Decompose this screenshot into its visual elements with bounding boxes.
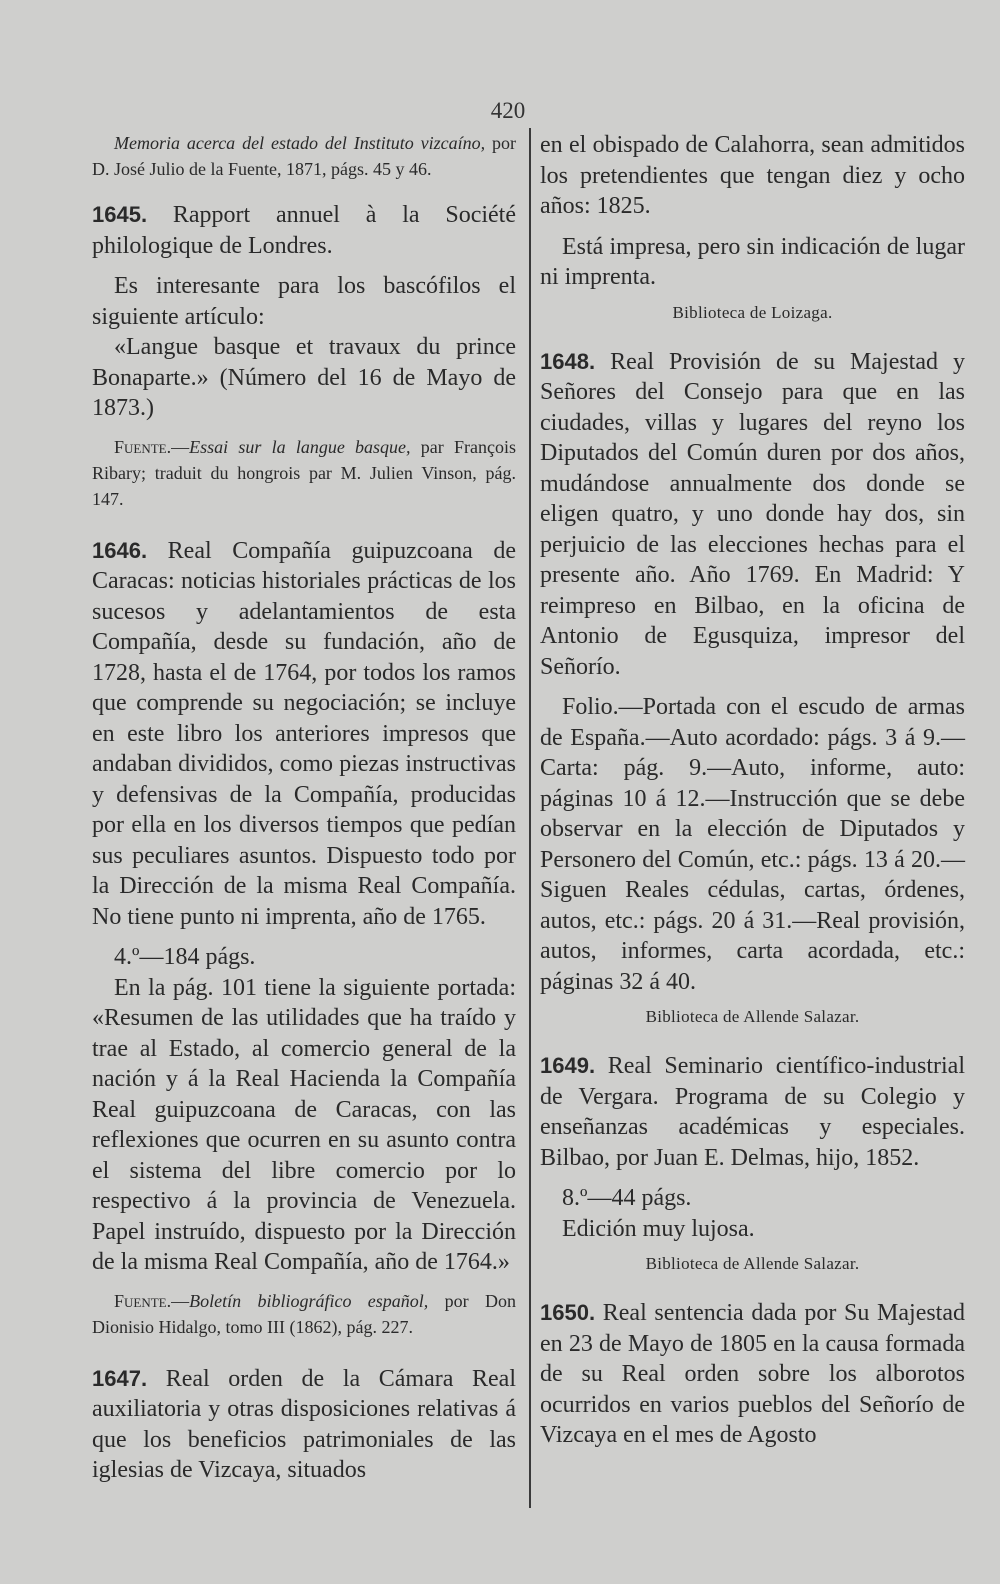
source-label: Fuente. bbox=[114, 436, 172, 457]
source-rest: por Don Dionisio Hidalgo, tomo III (1862), pág. 227. bbox=[92, 1290, 517, 1337]
entry-1648-heading bbox=[540, 347, 965, 683]
entry-1645-note: Es interesante para los bascófilos el siguiente artículo: bbox=[92, 273, 516, 330]
entry-1649-note: Edición muy lujosa. bbox=[562, 1215, 755, 1242]
source-rest: par François Ribary; traduit du hongrois par M. Julien Vinson, pág. 147. bbox=[92, 436, 516, 509]
entry-number: 1647. bbox=[92, 1365, 148, 1391]
entry-1649-heading bbox=[540, 1051, 965, 1173]
entry-1646-heading bbox=[92, 536, 516, 933]
entry-text: Real Compañía guipuzcoana de Caracas: noticias historiales prácticas de los sucesos y adelantamientos de esta Compañía, desde su fundación, año de 1728, hasta el de 1764, por todos los ramos que comprende su negociación; se incluye en este libro los anteriores impresos que andaban divididos, como piezas instructivas y defensivas de la Compañía, producidas por ella en los diversos tiempos que pedían sus peculiares asuntos. Dispuesto todo por la Dirección de la misma Real Compañía. No tiene punto ni imprenta, año de 1765. bbox=[92, 537, 516, 930]
entry-text: Real Provisión de su Majestad y Señores del Consejo para que en las ciudades, villas y lugares del reyno los Diputados del Común duren por dos años, mudándose annualmente dos donde se eligen quatro, y uno donde hay dos, sin perjuicio de las elecciones hechas para el presente año. Año 1769. En Madrid: Y reimpreso en Bilbao, en la oficina de Antonio de Egusquiza, impresor del Señorío. bbox=[540, 348, 965, 680]
right-column bbox=[540, 130, 965, 1451]
entry-1648-library: Biblioteca de Allende Salazar. bbox=[645, 1007, 860, 1026]
reference-rest: por D. José Julio de la Fuente, 1871, págs. 45 y 46. bbox=[92, 133, 516, 179]
entry-1646-source: Fuente.—Boletín bibliográfico español, por Don Dionisio Hidalgo, tomo III (1862), pág. 227. bbox=[92, 1290, 517, 1337]
entry-1645-source: Fuente.—Essai sur la langue basque, par François Ribary; traduit du hongrois par M. Julien Vinson, pág. 147. bbox=[92, 436, 516, 509]
entry-number: 1648. bbox=[540, 348, 596, 374]
entry-1646-format: 4.º—184 págs. bbox=[114, 944, 256, 970]
entry-number: 1650. bbox=[540, 1300, 596, 1325]
entry-1647-note: Está impresa, pero sin indicación de lugar ni imprenta. bbox=[540, 233, 965, 290]
entry-number: 1649. bbox=[540, 1053, 596, 1078]
reference-title: Memoria acerca del estado del Instituto vizcaíno, bbox=[114, 133, 486, 153]
entry-1644-tail-reference bbox=[92, 130, 516, 182]
entry-number: 1645. bbox=[92, 202, 148, 227]
entry-1645-quote: «Langue basque et travaux du prince Bonaparte.» (Número del 16 de Mayo de 1873.) bbox=[92, 334, 516, 421]
entry-1645-heading bbox=[92, 200, 516, 261]
left-column bbox=[92, 130, 516, 1486]
entry-text: Real orden de la Cámara Real auxiliatoria y otras disposiciones relativas á que los beneficios patrimoniales de las iglesias de Vizcaya, situados bbox=[92, 1365, 517, 1483]
entry-1647-heading bbox=[92, 1364, 516, 1486]
source-title: Essai sur la langue basque, bbox=[189, 436, 411, 457]
source-title: Boletín bibliográfico español, bbox=[189, 1290, 429, 1311]
entry-text: Real sentencia dada por Su Majestad en 23 de Mayo de 1805 en la causa formada de su Real orden sobre los alborotos ocurridos en varios pueblos del Señorío de Vizcaya en el mes de Agosto bbox=[540, 1300, 966, 1448]
entry-1647-continuation: en el obispado de Calahorra, sean admitidos los pretendientes que tengan diez y ocho años: 1825. bbox=[540, 132, 965, 219]
entry-text: Real Seminario científico-industrial de Vergara. Programa de su Colegio y enseñanzas académicas y especiales. Bilbao, por Juan E. Delmas, hijo, 1852. bbox=[540, 1053, 966, 1171]
source-label: Fuente. bbox=[114, 1290, 172, 1311]
entry-1648-description: Folio.—Portada con el escudo de armas de España.—Auto acordado: págs. 3 á 9.—Carta: pág. 9.—Auto, informe, auto: páginas 10 á 12.—Instrucción que se debe observar en la elección de Diputados y Personero del Común, etc.: págs. 13 á 20.—Siguen Reales cédulas, cartas, órdenes, autos, etc.: págs. 20 á 31.—Real provisión, autos, informes, carta acordada, etc.: páginas 32 á 40. bbox=[540, 694, 965, 995]
page-number: 420 bbox=[490, 98, 526, 123]
entry-1649-format: 8.º—44 págs. bbox=[562, 1185, 692, 1211]
entry-text: Rapport annuel à la Société philologique de Londres. bbox=[92, 202, 517, 259]
column-divider bbox=[529, 128, 531, 1508]
entry-number: 1646. bbox=[92, 537, 148, 563]
entry-1647-library: Biblioteca de Loizaga. bbox=[672, 302, 833, 322]
entry-1649-library: Biblioteca de Allende Salazar. bbox=[645, 1254, 860, 1273]
entry-1646-note: En la pág. 101 tiene la siguiente portada: «Resumen de las utilidades que ha traído y trae al Estado, al comercio general de la nación y á la Real Hacienda la Compañía Real guipuzcoana de Caracas, con las reflexiones que ocurren en su asunto contra el sistema del libre comercio por lo respectivo á la provincia de Venezuela. Papel instruído, dispuesto por la Dirección de la misma Real Compañía, año de 1764.» bbox=[92, 974, 516, 1275]
entry-1650-heading bbox=[540, 1298, 965, 1451]
